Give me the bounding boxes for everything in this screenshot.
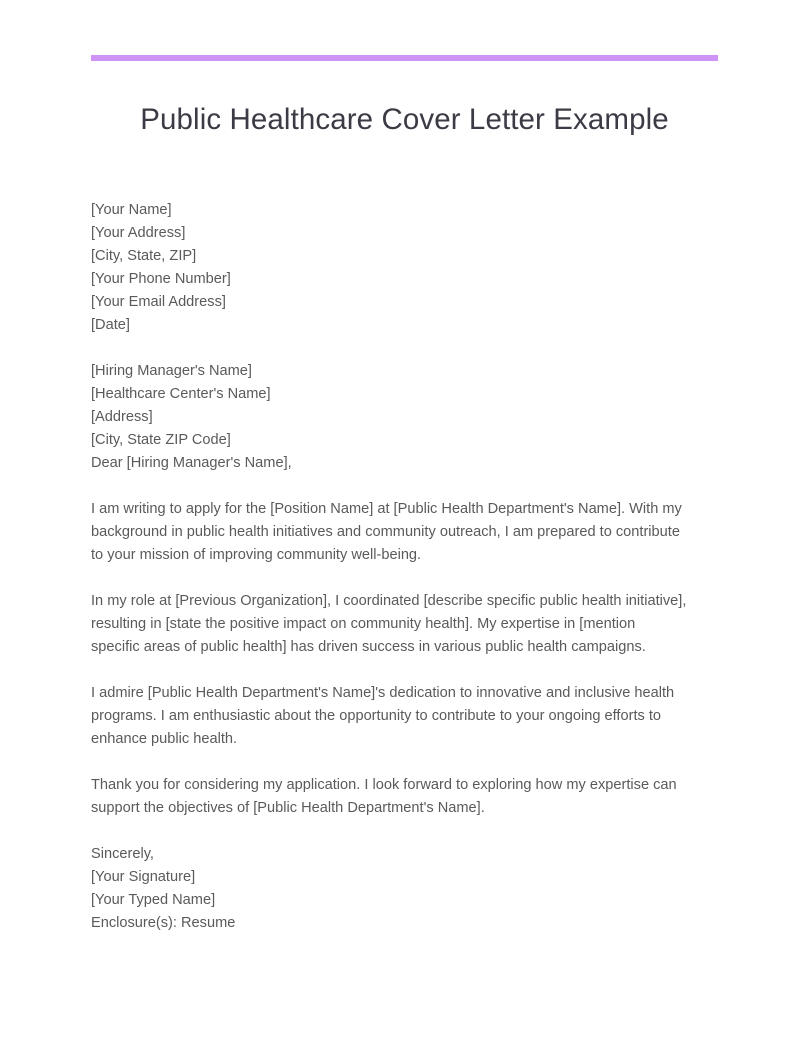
sender-line-date: [Date] [91,317,130,334]
closing-line-sincerely: Sincerely, [91,846,154,863]
page-title: Public Healthcare Cover Letter Example [140,103,669,136]
body-paragraph-3: I admire [Public Health Department's Name]'s dedication to innovative and inclusive health programs. I am enthusiastic about the opportunity to contribute to your ongoing efforts to enhance public health. [91,685,675,748]
sender-line-name: [Your Name] [91,202,172,219]
body-paragraph-4: Thank you for considering my application. I look forward to exploring how my expertise can support the objectives of [Public Health Department's Name]. [91,777,677,817]
closing-line-enclosures: Enclosure(s): Resume [91,915,236,932]
closing-line-signature: [Your Signature] [91,869,196,886]
closing-line-typed-name: [Your Typed Name] [91,892,216,909]
sender-address-block [91,199,687,337]
sender-line-email: [Your Email Address] [91,294,226,311]
sender-line-phone: [Your Phone Number] [91,271,231,288]
sender-line-city-state-zip: [City, State, ZIP] [91,248,197,265]
cover-letter-body [91,137,687,935]
sender-line-address: [Your Address] [91,225,186,242]
recipient-line-city-state-zip: [City, State ZIP Code] [91,432,231,449]
recipient-address-block [91,360,687,475]
document-content [91,0,718,935]
recipient-line-address: [Address] [91,409,153,426]
recipient-line-manager-name: [Hiring Manager's Name] [91,363,252,380]
salutation-line: Dear [Hiring Manager's Name], [91,455,292,472]
body-paragraph-2: In my role at [Previous Organization], I coordinated [describe specific public health initiative], resulting in [state the positive impact on community health]. My expertise in [mention specific areas of public health] has driven success in various public health campaigns. [91,593,687,656]
closing-block [91,843,687,935]
body-paragraph-1: I am writing to apply for the [Position Name] at [Public Health Department's Name]. With my background in public health initiatives and community outreach, I am prepared to contribute to your mission of improving community well-being. [91,501,682,564]
recipient-line-company-name: [Healthcare Center's Name] [91,386,271,403]
